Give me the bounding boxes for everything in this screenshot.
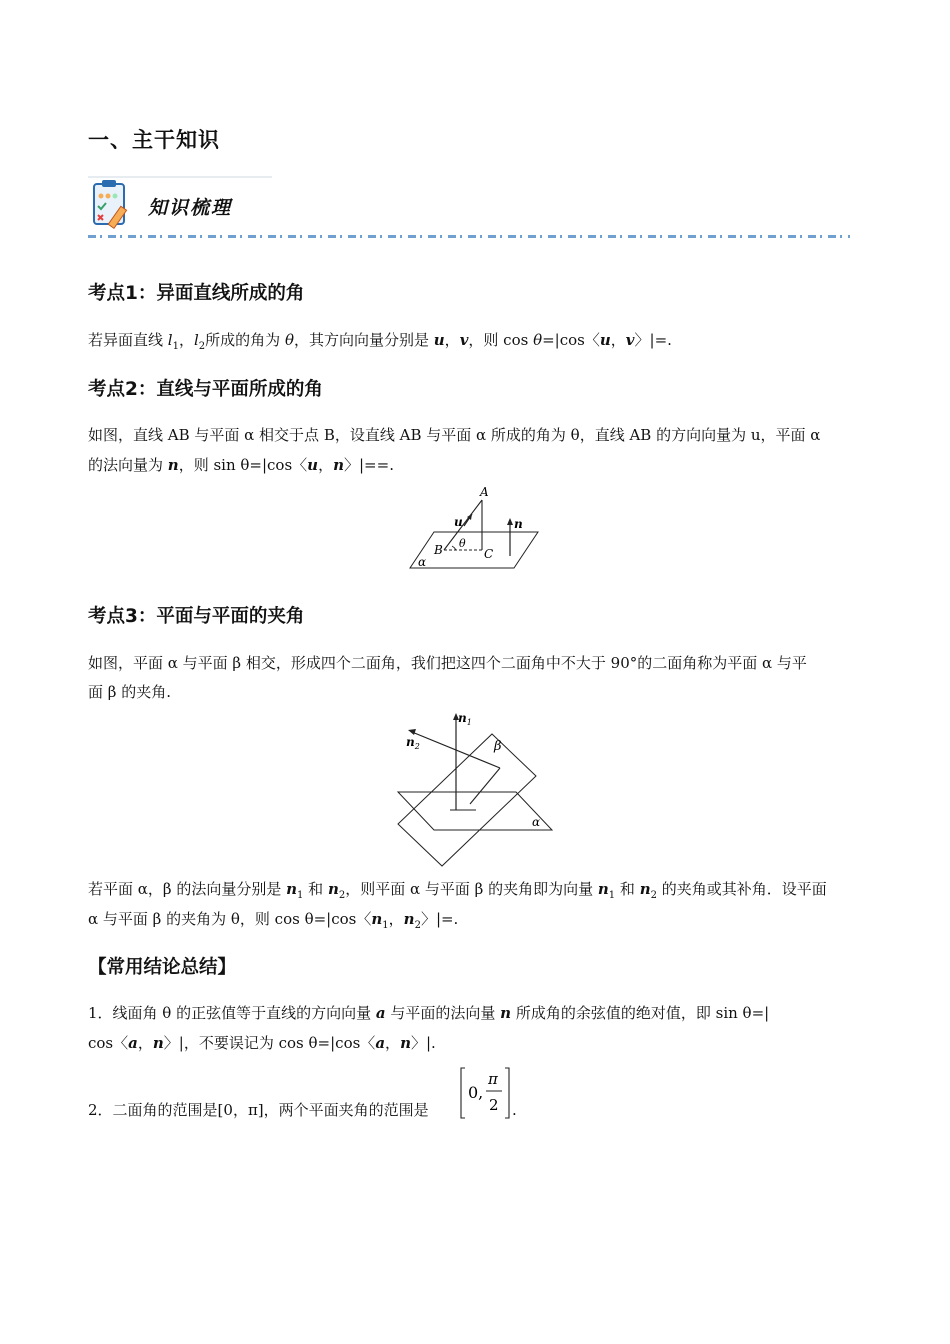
frac-denominator: 2 (489, 1096, 499, 1114)
kp1-text: 若异面直线 $l_1$，$l_2$所成的角为 θ，其方向向量分别是 u，v，则 cos θ=|cos〈u，v〉|=. (88, 331, 672, 352)
right-bracket (505, 1068, 509, 1118)
summary-item1-line2: cos〈a，n〉|，不要误记为 cos θ=|cos〈a，n〉|. (88, 1034, 436, 1052)
plane-plane-figure (394, 706, 558, 868)
kp3-after-line1: 若平面 α，β 的法向量分别是 $n_1$ 和 $n_2$，则平面 α 与平面 β 的夹角即为向量 $n_1$ 和 $n_2$ 的夹角或其补角．设平面 (88, 880, 827, 901)
vector-n-arrowhead (507, 518, 513, 525)
kp1-heading: 考点1：异面直线所成的角 (88, 283, 305, 304)
kp3-text-line1: 如图，平面 α 与平面 β 相交，形成四个二面角，我们把这四个二面角中不大于 90°的二面角称为平面 α 与平 (88, 654, 807, 672)
kp2-text-line2: 的法向量为 n，则 sin θ=|cos〈u，n〉|==. (88, 456, 394, 474)
label-n1: $n_1$ (458, 711, 472, 727)
kp3-after-line2: α 与平面 β 的夹角为 θ，则 cos θ=|cos〈$n_1$，$n_2$〉|=. (88, 910, 459, 931)
summary-item2-end: . (512, 1101, 517, 1119)
summary-item1-line1: 1．线面角 θ 的正弦值等于直线的方向向量 a 与平面的法向量 n 所成角的余弦值的绝对值，即 sin θ=| (88, 1004, 770, 1022)
line-plane-figure (404, 484, 544, 574)
label-beta: β (494, 739, 502, 754)
label-C: C (484, 547, 494, 561)
frac-numerator: π (488, 1070, 498, 1088)
label-theta: θ (459, 537, 466, 550)
kp3-heading: 考点3：平面与平面的夹角 (88, 606, 305, 627)
interval-zero: 0, (468, 1083, 484, 1102)
left-bracket (461, 1068, 465, 1118)
kp2-heading: 考点2：直线与平面所成的角 (88, 379, 323, 400)
label-A: A (480, 485, 489, 499)
angle-arc (452, 546, 456, 550)
label-n: n (514, 517, 523, 531)
banner-title: 知识梳理 (148, 197, 233, 219)
summary-item2: 2．二面角的范围是[0，π]，两个平面夹角的范围是 (88, 1101, 429, 1119)
kp3-text-line2: 面 β 的夹角. (88, 683, 171, 701)
label-u: u (454, 515, 463, 529)
label-alpha: α (532, 815, 541, 829)
range-interval-formula (459, 1066, 511, 1120)
label-n2: $n_2$ (406, 735, 420, 751)
section-title: 一、主干知识 (88, 128, 220, 152)
summary-heading: 【常用结论总结】 (88, 957, 237, 978)
label-alpha: α (418, 555, 427, 569)
plane-beta (398, 734, 536, 866)
dashed-divider (88, 235, 850, 238)
kp2-text-line1: 如图，直线 AB 与平面 α 相交于点 B，设直线 AB 与平面 α 所成的角为 θ，直线 AB 的方向向量为 u，平面 α (88, 426, 821, 444)
label-B: B (434, 543, 443, 557)
